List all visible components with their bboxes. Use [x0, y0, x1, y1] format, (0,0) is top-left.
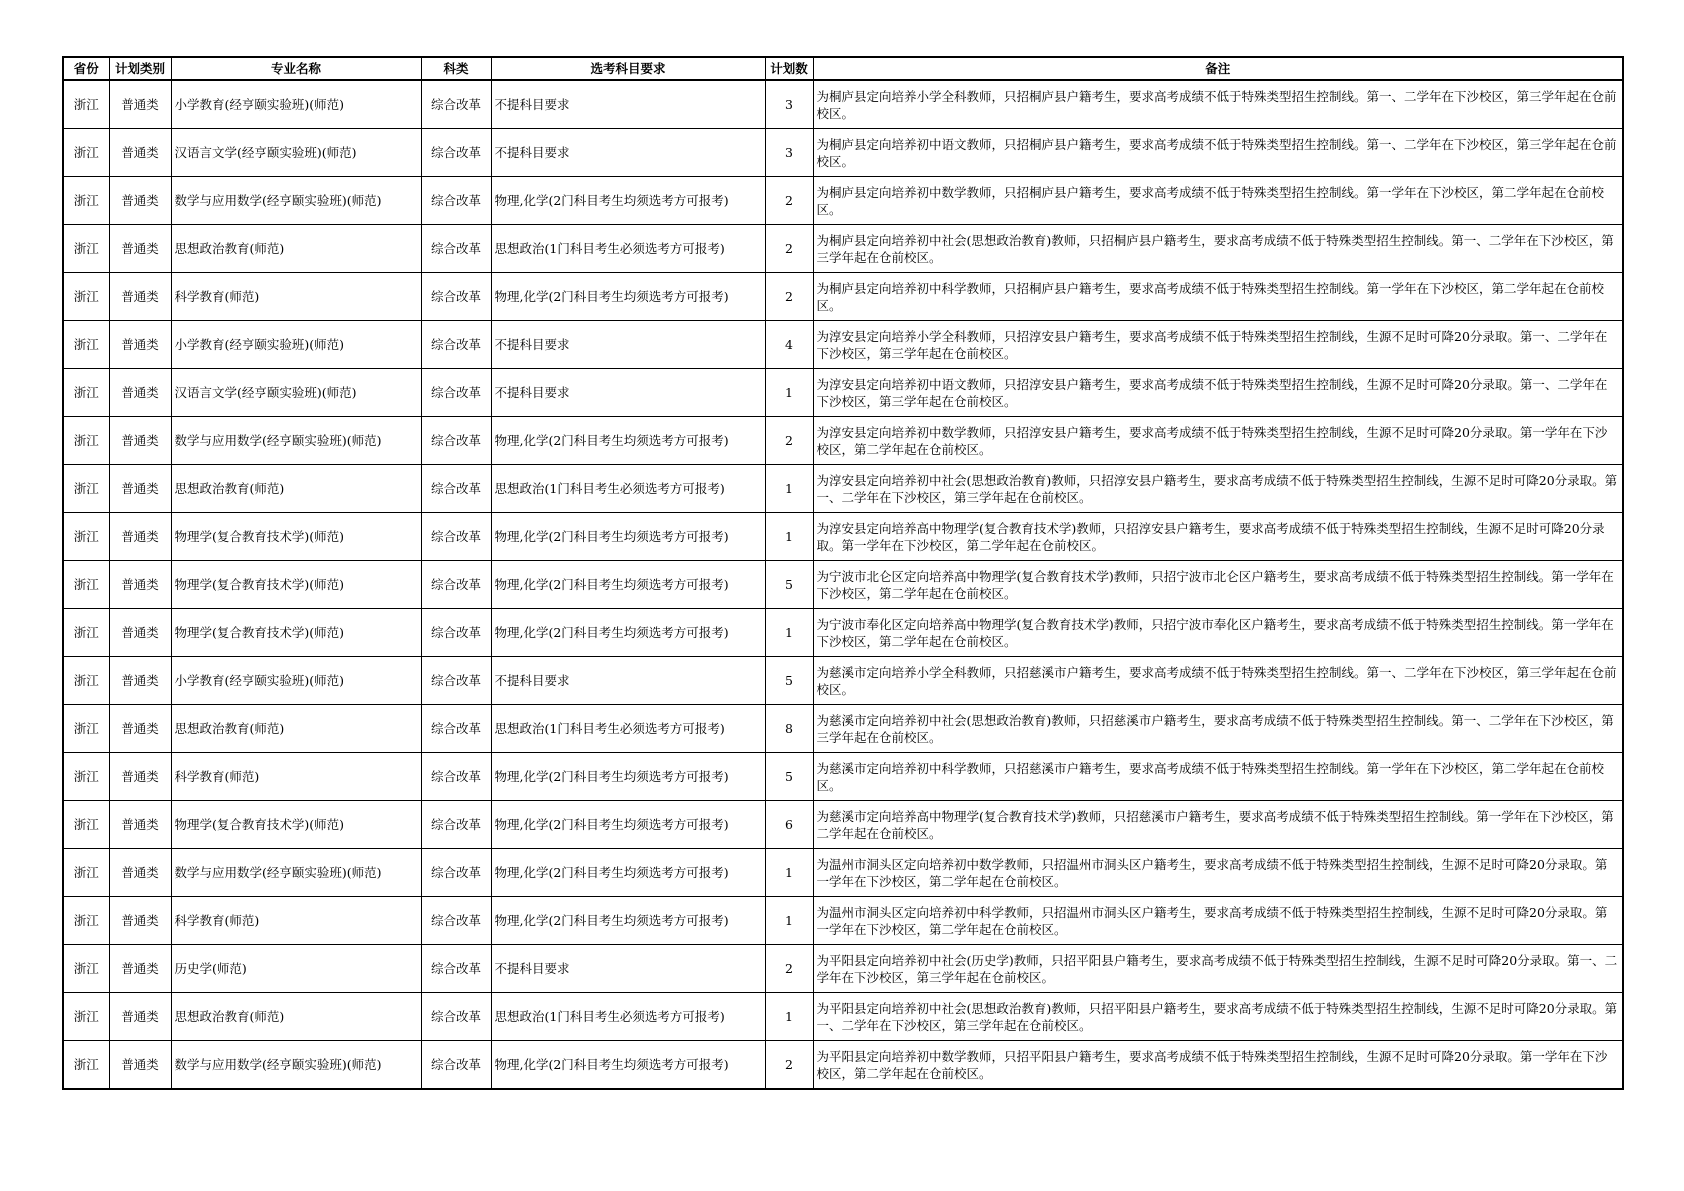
- cell-type: 综合改革: [421, 513, 491, 561]
- cell-province: 浙江: [63, 801, 109, 849]
- cell-province: 浙江: [63, 369, 109, 417]
- cell-category: 普通类: [109, 225, 171, 273]
- cell-note: 为慈溪市定向培养初中科学教师，只招慈溪市户籍考生，要求高考成绩不低于特殊类型招生控制线。第一学年在下沙校区，第二学年起在仓前校区。: [813, 753, 1623, 801]
- cell-note: 为温州市洞头区定向培养初中科学教师，只招温州市洞头区户籍考生，要求高考成绩不低于特殊类型招生控制线，生源不足时可降20分录取。第一学年在下沙校区，第二学年起在仓前校区。: [813, 897, 1623, 945]
- table-row: [63, 417, 1623, 465]
- cell-requirement: 物理,化学(2门科目考生均须选考方可报考): [491, 1041, 765, 1090]
- table-row: [63, 849, 1623, 897]
- cell-type: 综合改革: [421, 465, 491, 513]
- cell-type: 综合改革: [421, 849, 491, 897]
- cell-count: 2: [765, 417, 813, 465]
- cell-count: 2: [765, 1041, 813, 1090]
- cell-type: 综合改革: [421, 129, 491, 177]
- cell-province: 浙江: [63, 321, 109, 369]
- cell-major: 物理学(复合教育技术学)(师范): [171, 561, 421, 609]
- cell-count: 2: [765, 225, 813, 273]
- cell-count: 4: [765, 321, 813, 369]
- cell-province: 浙江: [63, 897, 109, 945]
- cell-category: 普通类: [109, 657, 171, 705]
- cell-major: 数学与应用数学(经亨颐实验班)(师范): [171, 177, 421, 225]
- cell-major: 科学教育(师范): [171, 897, 421, 945]
- cell-major: 科学教育(师范): [171, 753, 421, 801]
- cell-category: 普通类: [109, 513, 171, 561]
- cell-type: 综合改革: [421, 80, 491, 129]
- cell-major: 物理学(复合教育技术学)(师范): [171, 801, 421, 849]
- cell-category: 普通类: [109, 129, 171, 177]
- cell-category: 普通类: [109, 849, 171, 897]
- cell-note: 为平阳县定向培养初中社会(历史学)教师，只招平阳县户籍考生，要求高考成绩不低于特殊类型招生控制线，生源不足时可降20分录取。第一、二学年在下沙校区，第三学年起在仓前校区。: [813, 945, 1623, 993]
- cell-province: 浙江: [63, 945, 109, 993]
- header-note: 备注: [813, 57, 1623, 80]
- cell-type: 综合改革: [421, 993, 491, 1041]
- cell-province: 浙江: [63, 225, 109, 273]
- table-row: [63, 945, 1623, 993]
- cell-count: 5: [765, 753, 813, 801]
- cell-category: 普通类: [109, 609, 171, 657]
- cell-requirement: 物理,化学(2门科目考生均须选考方可报考): [491, 609, 765, 657]
- cell-category: 普通类: [109, 753, 171, 801]
- table-row: [63, 705, 1623, 753]
- cell-category: 普通类: [109, 80, 171, 129]
- table-row: [63, 129, 1623, 177]
- cell-note: 为淳安县定向培养高中物理学(复合教育技术学)教师，只招淳安县户籍考生，要求高考成绩不低于特殊类型招生控制线，生源不足时可降20分录取。第一学年在下沙校区，第二学年起在仓前校区。: [813, 513, 1623, 561]
- cell-category: 普通类: [109, 945, 171, 993]
- cell-note: 为宁波市奉化区定向培养高中物理学(复合教育技术学)教师，只招宁波市奉化区户籍考生，要求高考成绩不低于特殊类型招生控制线。第一学年在下沙校区，第二学年起在仓前校区。: [813, 609, 1623, 657]
- table-row: [63, 513, 1623, 561]
- cell-count: 2: [765, 177, 813, 225]
- cell-category: 普通类: [109, 321, 171, 369]
- cell-major: 物理学(复合教育技术学)(师范): [171, 609, 421, 657]
- table-row: [63, 465, 1623, 513]
- header-province: 省份: [63, 57, 109, 80]
- cell-type: 综合改革: [421, 609, 491, 657]
- cell-requirement: 不提科目要求: [491, 80, 765, 129]
- cell-note: 为桐庐县定向培养初中数学教师，只招桐庐县户籍考生，要求高考成绩不低于特殊类型招生控制线。第一学年在下沙校区，第二学年起在仓前校区。: [813, 177, 1623, 225]
- header-major: 专业名称: [171, 57, 421, 80]
- cell-note: 为淳安县定向培养初中语文教师，只招淳安县户籍考生，要求高考成绩不低于特殊类型招生控制线，生源不足时可降20分录取。第一、二学年在下沙校区，第三学年起在仓前校区。: [813, 369, 1623, 417]
- cell-category: 普通类: [109, 177, 171, 225]
- table-row: [63, 369, 1623, 417]
- cell-note: 为慈溪市定向培养小学全科教师，只招慈溪市户籍考生，要求高考成绩不低于特殊类型招生控制线。第一、二学年在下沙校区，第三学年起在仓前校区。: [813, 657, 1623, 705]
- cell-note: 为平阳县定向培养初中社会(思想政治教育)教师，只招平阳县户籍考生，要求高考成绩不低于特殊类型招生控制线，生源不足时可降20分录取。第一、二学年在下沙校区，第三学年起在仓前校区。: [813, 993, 1623, 1041]
- cell-requirement: 不提科目要求: [491, 321, 765, 369]
- cell-count: 2: [765, 273, 813, 321]
- cell-type: 综合改革: [421, 897, 491, 945]
- table-header: [63, 57, 1623, 80]
- cell-major: 汉语言文学(经亨颐实验班)(师范): [171, 369, 421, 417]
- cell-requirement: 思想政治(1门科目考生必须选考方可报考): [491, 225, 765, 273]
- cell-count: 1: [765, 849, 813, 897]
- cell-count: 1: [765, 513, 813, 561]
- cell-requirement: 物理,化学(2门科目考生均须选考方可报考): [491, 801, 765, 849]
- cell-note: 为宁波市北仑区定向培养高中物理学(复合教育技术学)教师，只招宁波市北仑区户籍考生，要求高考成绩不低于特殊类型招生控制线。第一学年在下沙校区，第二学年起在仓前校区。: [813, 561, 1623, 609]
- cell-province: 浙江: [63, 993, 109, 1041]
- cell-note: 为桐庐县定向培养初中语文教师，只招桐庐县户籍考生，要求高考成绩不低于特殊类型招生控制线。第一、二学年在下沙校区，第三学年起在仓前校区。: [813, 129, 1623, 177]
- cell-category: 普通类: [109, 993, 171, 1041]
- cell-category: 普通类: [109, 561, 171, 609]
- cell-count: 1: [765, 993, 813, 1041]
- cell-major: 思想政治教育(师范): [171, 993, 421, 1041]
- cell-category: 普通类: [109, 273, 171, 321]
- cell-category: 普通类: [109, 465, 171, 513]
- cell-province: 浙江: [63, 129, 109, 177]
- cell-count: 1: [765, 465, 813, 513]
- table-row: [63, 657, 1623, 705]
- cell-note: 为慈溪市定向培养高中物理学(复合教育技术学)教师，只招慈溪市户籍考生，要求高考成绩不低于特殊类型招生控制线。第一学年在下沙校区，第二学年起在仓前校区。: [813, 801, 1623, 849]
- cell-requirement: 思想政治(1门科目考生必须选考方可报考): [491, 465, 765, 513]
- cell-province: 浙江: [63, 849, 109, 897]
- table-row: [63, 753, 1623, 801]
- table-row: [63, 80, 1623, 129]
- header-category: 计划类别: [109, 57, 171, 80]
- cell-count: 1: [765, 369, 813, 417]
- cell-province: 浙江: [63, 1041, 109, 1090]
- cell-major: 小学教育(经亨颐实验班)(师范): [171, 321, 421, 369]
- cell-major: 科学教育(师范): [171, 273, 421, 321]
- cell-province: 浙江: [63, 513, 109, 561]
- table-row: [63, 1041, 1623, 1090]
- cell-note: 为桐庐县定向培养小学全科教师，只招桐庐县户籍考生，要求高考成绩不低于特殊类型招生控制线。第一、二学年在下沙校区，第三学年起在仓前校区。: [813, 80, 1623, 129]
- cell-category: 普通类: [109, 1041, 171, 1090]
- cell-requirement: 物理,化学(2门科目考生均须选考方可报考): [491, 561, 765, 609]
- table-row: [63, 801, 1623, 849]
- cell-major: 汉语言文学(经亨颐实验班)(师范): [171, 129, 421, 177]
- cell-type: 综合改革: [421, 705, 491, 753]
- header-requirement: 选考科目要求: [491, 57, 765, 80]
- table-row: [63, 609, 1623, 657]
- cell-major: 小学教育(经亨颐实验班)(师范): [171, 80, 421, 129]
- cell-type: 综合改革: [421, 561, 491, 609]
- cell-note: 为淳安县定向培养初中社会(思想政治教育)教师，只招淳安县户籍考生，要求高考成绩不低于特殊类型招生控制线，生源不足时可降20分录取。第一、二学年在下沙校区，第三学年起在仓前校区。: [813, 465, 1623, 513]
- cell-type: 综合改革: [421, 1041, 491, 1090]
- table-row: [63, 993, 1623, 1041]
- cell-major: 数学与应用数学(经亨颐实验班)(师范): [171, 849, 421, 897]
- table-row: [63, 273, 1623, 321]
- table-row: [63, 321, 1623, 369]
- cell-requirement: 不提科目要求: [491, 945, 765, 993]
- cell-province: 浙江: [63, 753, 109, 801]
- cell-count: 8: [765, 705, 813, 753]
- cell-category: 普通类: [109, 801, 171, 849]
- cell-type: 综合改革: [421, 225, 491, 273]
- cell-requirement: 物理,化学(2门科目考生均须选考方可报考): [491, 849, 765, 897]
- cell-count: 3: [765, 80, 813, 129]
- cell-count: 1: [765, 897, 813, 945]
- cell-major: 思想政治教育(师范): [171, 465, 421, 513]
- header-row: [63, 57, 1623, 80]
- cell-major: 历史学(师范): [171, 945, 421, 993]
- cell-type: 综合改革: [421, 945, 491, 993]
- cell-major: 小学教育(经亨颐实验班)(师范): [171, 657, 421, 705]
- cell-major: 思想政治教育(师范): [171, 225, 421, 273]
- cell-type: 综合改革: [421, 753, 491, 801]
- table-row: [63, 225, 1623, 273]
- cell-type: 综合改革: [421, 273, 491, 321]
- cell-province: 浙江: [63, 705, 109, 753]
- cell-province: 浙江: [63, 609, 109, 657]
- cell-note: 为平阳县定向培养初中数学教师，只招平阳县户籍考生，要求高考成绩不低于特殊类型招生控制线，生源不足时可降20分录取。第一学年在下沙校区，第二学年起在仓前校区。: [813, 1041, 1623, 1090]
- cell-type: 综合改革: [421, 321, 491, 369]
- cell-requirement: 思想政治(1门科目考生必须选考方可报考): [491, 705, 765, 753]
- cell-count: 6: [765, 801, 813, 849]
- cell-type: 综合改革: [421, 417, 491, 465]
- cell-requirement: 物理,化学(2门科目考生均须选考方可报考): [491, 897, 765, 945]
- cell-note: 为温州市洞头区定向培养初中数学教师，只招温州市洞头区户籍考生，要求高考成绩不低于特殊类型招生控制线，生源不足时可降20分录取。第一学年在下沙校区，第二学年起在仓前校区。: [813, 849, 1623, 897]
- enrollment-plan-table: [62, 56, 1624, 1090]
- table-row: [63, 561, 1623, 609]
- table-row: [63, 897, 1623, 945]
- cell-type: 综合改革: [421, 369, 491, 417]
- cell-category: 普通类: [109, 897, 171, 945]
- cell-count: 5: [765, 657, 813, 705]
- cell-note: 为慈溪市定向培养初中社会(思想政治教育)教师，只招慈溪市户籍考生，要求高考成绩不低于特殊类型招生控制线。第一、二学年在下沙校区，第三学年起在仓前校区。: [813, 705, 1623, 753]
- cell-major: 数学与应用数学(经亨颐实验班)(师范): [171, 1041, 421, 1090]
- cell-major: 数学与应用数学(经亨颐实验班)(师范): [171, 417, 421, 465]
- cell-count: 2: [765, 945, 813, 993]
- cell-type: 综合改革: [421, 801, 491, 849]
- cell-requirement: 物理,化学(2门科目考生均须选考方可报考): [491, 753, 765, 801]
- cell-category: 普通类: [109, 705, 171, 753]
- cell-note: 为淳安县定向培养小学全科教师，只招淳安县户籍考生，要求高考成绩不低于特殊类型招生控制线，生源不足时可降20分录取。第一、二学年在下沙校区，第三学年起在仓前校区。: [813, 321, 1623, 369]
- cell-note: 为桐庐县定向培养初中社会(思想政治教育)教师，只招桐庐县户籍考生，要求高考成绩不低于特殊类型招生控制线。第一、二学年在下沙校区，第三学年起在仓前校区。: [813, 225, 1623, 273]
- cell-type: 综合改革: [421, 657, 491, 705]
- table-row: [63, 177, 1623, 225]
- cell-type: 综合改革: [421, 177, 491, 225]
- cell-requirement: 物理,化学(2门科目考生均须选考方可报考): [491, 513, 765, 561]
- cell-major: 思想政治教育(师范): [171, 705, 421, 753]
- cell-province: 浙江: [63, 177, 109, 225]
- cell-province: 浙江: [63, 657, 109, 705]
- cell-province: 浙江: [63, 80, 109, 129]
- cell-category: 普通类: [109, 417, 171, 465]
- cell-count: 5: [765, 561, 813, 609]
- table-body: [63, 80, 1623, 1089]
- header-count: 计划数: [765, 57, 813, 80]
- cell-requirement: 不提科目要求: [491, 369, 765, 417]
- cell-requirement: 不提科目要求: [491, 657, 765, 705]
- cell-note: 为桐庐县定向培养初中科学教师，只招桐庐县户籍考生，要求高考成绩不低于特殊类型招生控制线。第一学年在下沙校区，第二学年起在仓前校区。: [813, 273, 1623, 321]
- cell-major: 物理学(复合教育技术学)(师范): [171, 513, 421, 561]
- cell-note: 为淳安县定向培养初中数学教师，只招淳安县户籍考生，要求高考成绩不低于特殊类型招生控制线，生源不足时可降20分录取。第一学年在下沙校区，第二学年起在仓前校区。: [813, 417, 1623, 465]
- cell-count: 3: [765, 129, 813, 177]
- cell-requirement: 物理,化学(2门科目考生均须选考方可报考): [491, 177, 765, 225]
- cell-province: 浙江: [63, 561, 109, 609]
- cell-requirement: 思想政治(1门科目考生必须选考方可报考): [491, 993, 765, 1041]
- header-type: 科类: [421, 57, 491, 80]
- cell-requirement: 不提科目要求: [491, 129, 765, 177]
- cell-category: 普通类: [109, 369, 171, 417]
- cell-province: 浙江: [63, 465, 109, 513]
- cell-requirement: 物理,化学(2门科目考生均须选考方可报考): [491, 417, 765, 465]
- cell-province: 浙江: [63, 273, 109, 321]
- cell-requirement: 物理,化学(2门科目考生均须选考方可报考): [491, 273, 765, 321]
- cell-count: 1: [765, 609, 813, 657]
- cell-province: 浙江: [63, 417, 109, 465]
